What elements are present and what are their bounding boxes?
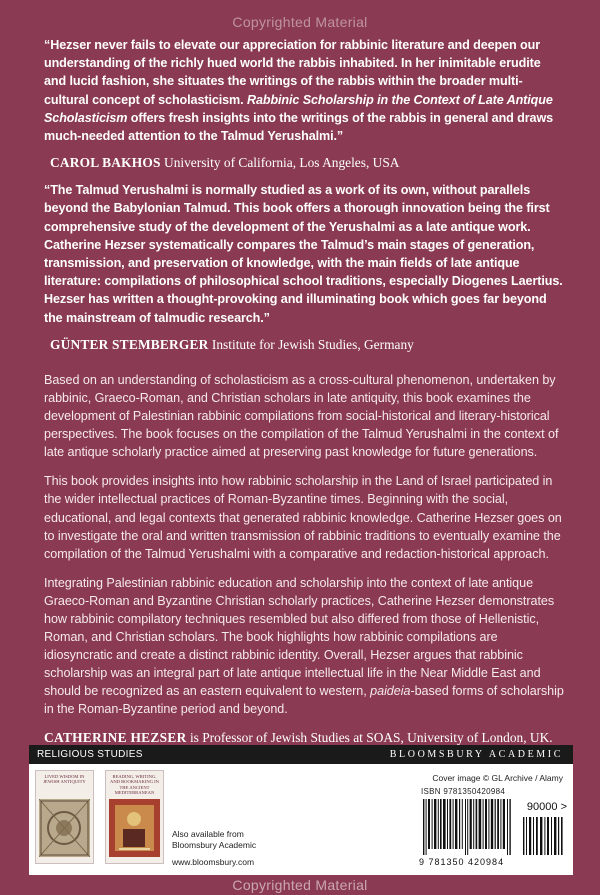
description-paragraph-2: This book provides insights into how rabbinic scholarship in the Land of Israel participated in the wider intellectual practices of Roman-Byzantine times. Beginning with the social, educational, and legal contexts that generated rabbinic knowledge. Catherine Hezser goes on to investigate the oral and written transmission of rabbinic traditions to eventually examine the compilation of the Talmud Yerushalmi with a comparative and redaction-historical approach. bbox=[44, 474, 562, 561]
also-available-line-2: Bloomsbury Academic bbox=[172, 840, 257, 850]
also-available-line-1: Also available from bbox=[172, 829, 244, 839]
endorsement-quote-1 bbox=[44, 36, 564, 145]
cover-image-credit: Cover image © GL Archive / Alamy bbox=[432, 773, 563, 783]
quote-1-text-end: offers fresh insights into the writings of the rabbis in general and draws much-needed attention to the Talmud Yerushalmi.” bbox=[44, 110, 554, 144]
endorser-affiliation-2: Institute for Jewish Studies, Germany bbox=[208, 336, 414, 352]
watermark-top: Copyrighted Material bbox=[232, 14, 368, 30]
related-book-cover-1 bbox=[35, 770, 94, 864]
description-paragraph-1: Based on an understanding of scholasticism as a cross-cultural phenomenon, undertaken by rabbinic, Graeco-Roman, and Christian scholars in late antiquity, this book examines the development of Palestinian rabbinic compilations from social-historical and literary-historical perspectives. The book focuses on the compilation of the Talmud Yerushalmi in the context of late antique scholarly practice aimed at preserving past knowledge for future generations. bbox=[44, 372, 559, 460]
watermark-bottom: Copyrighted Material bbox=[232, 877, 368, 893]
related-book-title-1: LIVED WISDOM IN JEWISH ANTIQUITY bbox=[43, 774, 86, 785]
price-barcode-bars bbox=[523, 817, 563, 855]
also-available-note bbox=[172, 829, 256, 851]
paragraph-3-italic-term: paideia bbox=[370, 684, 411, 699]
endorsement-attribution-1 bbox=[50, 155, 564, 171]
paragraph-3-text-end: -based forms of scholarship in the Roman-Byzantine period and beyond. bbox=[44, 684, 564, 717]
isbn-barcode bbox=[419, 787, 569, 867]
related-book-cover-2 bbox=[105, 770, 164, 864]
isbn-text: ISBN 9781350420984 bbox=[421, 787, 506, 796]
publisher-panel bbox=[29, 745, 573, 875]
back-cover-text bbox=[44, 36, 564, 746]
endorsement-quote-2: “The Talmud Yerushalmi is normally studied as a work of its own, without parallels beyond the Babylonian Talmud. This book offers a thorough innovation being the first comprehensive study of the development of the Yerushalmi as a late antique work. Catherine Hezser systematically compares the Talmud’s main stages of generation, transmission, and preservation of knowledge, with the main fields of late antique literature: compilations of philosophical school traditions, especially Diogenes Laertius. Hezser has written a thought-provoking and illuminating book which goes far beyond the mainstream of talmudic research.” bbox=[44, 183, 563, 325]
paragraph-3-text: Integrating Palestinian rabbinic education and scholarship into the context of late antique Graeco-Roman and Byzantine Christian scholarly practices, Catherine Hezser demonstrates how rabbinic compilatory techniques resembled but also differed from those of Hellenistic, Roman, and Christian scholars. The book highlights how rabbinic compilations are idiosyncratic and create a distinct rabbinic identity. Overall, Hezser argues that rabbinic scholarship was an integral part of late antique intellectual life in the Near Middle East and should be recognized as an eastern equivalent to western, bbox=[44, 575, 555, 699]
author-bio-text: is Professor of Jewish Studies at SOAS, University of London, UK. bbox=[186, 729, 553, 745]
quote-1-book-title: Rabbinic Scholarship in the Context of Late Antique Scholasticism bbox=[44, 92, 553, 125]
subject-label: RELIGIOUS STUDIES bbox=[37, 749, 143, 760]
author-name: CATHERINE HEZSER bbox=[44, 729, 187, 745]
endorser-name-2: GÜNTER STEMBERGER bbox=[50, 336, 209, 352]
endorser-name-1: CAROL BAKHOS bbox=[50, 155, 161, 171]
publisher-website: www.bloomsbury.com bbox=[172, 857, 255, 867]
mosaic-cover-art bbox=[39, 799, 90, 857]
manuscript-cover-art bbox=[109, 799, 160, 857]
publisher-name: BLOOMSBURY ACADEMIC bbox=[389, 749, 563, 760]
subject-band bbox=[29, 745, 573, 764]
author-bio bbox=[44, 730, 564, 746]
barcode-bars bbox=[423, 799, 511, 855]
related-book-title-2: READING, WRITING, AND BOOKMAKING IN THE ANCIENT MEDITERRANEAN bbox=[110, 774, 159, 796]
barcode-number: 9 781350 420984 bbox=[419, 857, 505, 867]
price-code: 90000 > bbox=[526, 801, 567, 813]
endorsement-attribution-2 bbox=[50, 337, 564, 353]
endorser-affiliation-1: University of California, Los Angeles, USA bbox=[160, 155, 400, 171]
quote-1-text: “Hezser never fails to elevate our appreciation for rabbinic literature and deepen our understanding of the richly hued world the rabbis inhabited. In her inimitable erudite and lucid fashion, she situates the writings of the rabbis within the broader multi-cultural concept of scholasticism. bbox=[44, 38, 541, 107]
description-paragraph-3 bbox=[44, 574, 564, 719]
